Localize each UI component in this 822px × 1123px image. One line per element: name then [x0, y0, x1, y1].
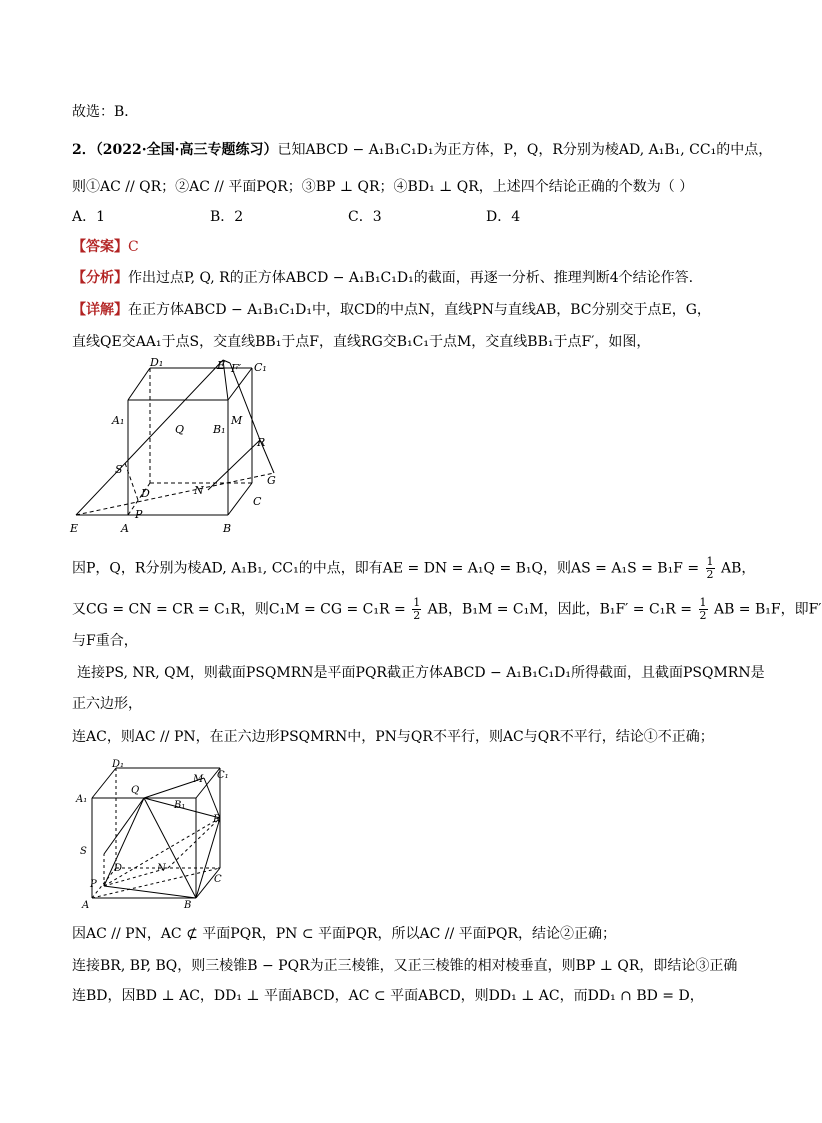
- option-a: A．1: [72, 209, 106, 225]
- option-c: C．3: [348, 209, 382, 225]
- fig2-label-N: N: [157, 863, 166, 874]
- label-G: G: [267, 474, 276, 487]
- fraction-half: $\frac{1}{2}$: [706, 555, 714, 581]
- reasoning-line-5: 正六边形，: [72, 696, 142, 712]
- answer-tag-line: [72, 237, 139, 257]
- fig2-label-M: M: [193, 774, 204, 785]
- reasoning-line-2: 又CG = CN = CR = C₁R，则C₁M = CG = C₁R = $\frac{1}{2}$ AB，B₁M = C₁M，因此，B₁F′ = C₁R = $\frac{1}{2}$ AB = B₁F，即F′: [72, 596, 822, 622]
- question-line-1: [72, 140, 772, 160]
- label-E-top: E: [217, 359, 226, 372]
- label-A: A: [121, 522, 129, 535]
- cube-section-figure-1: [68, 356, 293, 540]
- reasoning-line-6: 连AC，则AC // PN，在正六边形PSQMRN中，PN与QR不平行，则AC与QR不平行，结论①不正确；: [72, 729, 714, 745]
- label-M: M: [231, 414, 243, 427]
- analysis-line: [72, 268, 693, 288]
- fig2-label-P: P: [90, 879, 97, 890]
- answer-value: C: [128, 239, 139, 255]
- label-N: N: [194, 484, 204, 497]
- label-P: P: [135, 508, 143, 521]
- reasoning-line-8: 连接BR, BP, BQ，则三棱锥B − PQR为正三棱锥，又正三棱锥的相对棱垂直，则BP ⊥ QR，即结论③正确: [72, 958, 738, 974]
- fig2-label-B: B: [184, 900, 192, 911]
- label-S: S: [115, 463, 123, 476]
- fraction-half: $\frac{1}{2}$: [699, 596, 707, 622]
- reasoning-line-3: 与F重合，: [72, 633, 138, 649]
- answer-tag: 【答案】: [72, 239, 128, 255]
- fig2-label-A1: A₁: [76, 794, 88, 805]
- detail-line-1: [72, 300, 711, 320]
- question-line-2: 则①AC // QR；②AC // 平面PQR；③BP ⊥ QR；④BD₁ ⊥ QR，上述四个结论正确的个数为（ ）: [72, 179, 694, 195]
- fig2-label-S: S: [80, 846, 87, 857]
- label-E: E: [70, 522, 79, 535]
- option-d: D．4: [486, 209, 521, 225]
- label-B: B: [223, 522, 232, 535]
- reasoning-line-7: 因AC // PN，AC ⊄ 平面PQR，PN ⊂ 平面PQR，所以AC // 平面PQR，结论②正确；: [72, 926, 617, 942]
- fig2-label-B1: B₁: [174, 800, 186, 811]
- question-source: 2．（2022·全国·高三专题练习）: [72, 142, 278, 158]
- cube-section-figure-2: [72, 758, 232, 913]
- detail-text: 在正方体ABCD − A₁B₁C₁D₁中，取CD的中点N，直线PN与直线AB，BC分别交于点E，G，: [128, 302, 711, 318]
- options-row: [72, 207, 624, 227]
- fig2-label-C: C: [214, 874, 222, 885]
- analysis-tag: 【分析】: [72, 270, 128, 286]
- fig2-label-D1: D₁: [112, 759, 125, 770]
- label-D1: D₁: [150, 356, 164, 369]
- reasoning-line-1: 因P，Q，R分别为棱AD, A₁B₁, CC₁的中点，即有AE = DN = A₁Q = B₁Q，则AS = A₁S = B₁F = $\frac{1}{2}$ AB，: [72, 555, 756, 581]
- label-Q: Q: [175, 423, 185, 436]
- fig2-label-C1: C₁: [217, 770, 229, 781]
- fraction-half: $\frac{1}{2}$: [413, 596, 421, 622]
- option-b: B．2: [210, 209, 244, 225]
- reasoning-line-4: 连接PS, NR, QM，则截面PSQMRN是平面PQR截正方体ABCD − A₁B₁C₁D₁所得截面，且截面PSQMRN是: [77, 665, 765, 681]
- detail-tag: 【详解】: [72, 302, 128, 318]
- answer-line: 故选：B．: [72, 104, 139, 120]
- reasoning-line-9: 连BD，因BD ⊥ AC，DD₁ ⊥ 平面ABCD，AC ⊂ 平面ABCD，则DD₁ ⊥ AC，而DD₁ ∩ BD = D，: [72, 988, 704, 1004]
- question-text: 已知ABCD − A₁B₁C₁D₁为正方体，P，Q，R分别为棱AD, A₁B₁, CC₁的中点，: [277, 142, 773, 158]
- label-R: R: [257, 436, 266, 449]
- fig2-label-R: R: [213, 814, 221, 825]
- detail-line-2: 直线QE交AA₁于点S，交直线BB₁于点F，直线RG交B₁C₁于点M，交直线BB₁于点F′，如图，: [72, 334, 651, 350]
- label-A1: A₁: [112, 414, 125, 427]
- fig2-label-D: D: [114, 863, 123, 874]
- analysis-text: 作出过点P, Q, R的正方体ABCD − A₁B₁C₁D₁的截面，再逐一分析、推理判断4个结论作答.: [128, 270, 694, 286]
- label-C1: C₁: [254, 361, 267, 374]
- label-C: C: [253, 495, 262, 508]
- label-B1: B₁: [213, 423, 226, 436]
- label-Fprime: F′: [231, 362, 242, 375]
- fig2-label-A: A: [82, 900, 90, 911]
- label-D: D: [141, 487, 150, 500]
- fig2-label-Q: Q: [131, 785, 140, 796]
